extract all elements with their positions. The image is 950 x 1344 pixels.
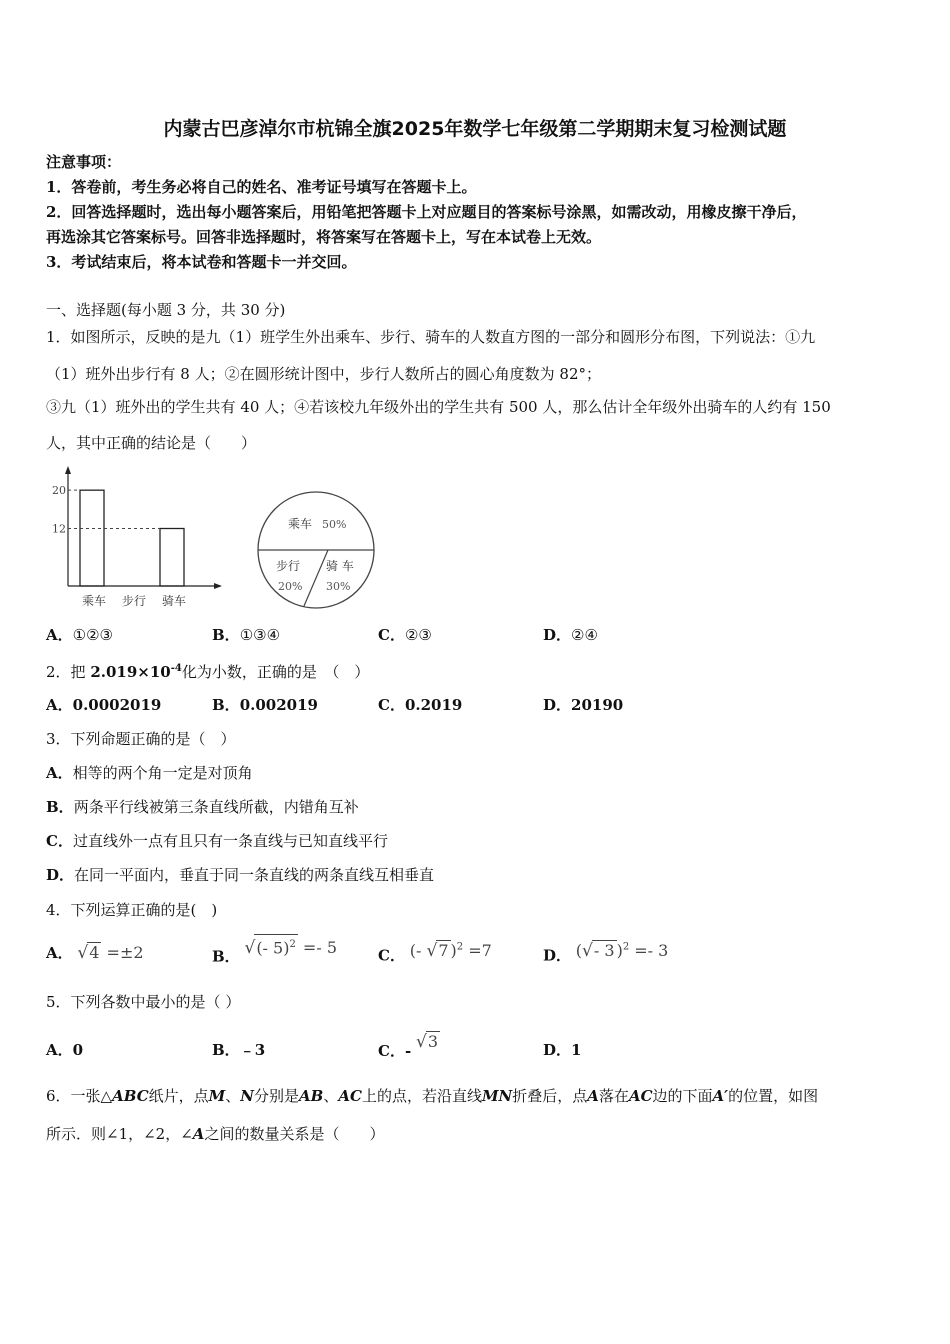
section-heading: 一、选择题(每小题 3 分，共 30 分): [46, 301, 286, 319]
option-text: 0: [72, 1041, 84, 1059]
pie-slice-label-bike: 骑 车: [326, 559, 354, 573]
q6-var: ABC: [112, 1087, 149, 1105]
notice-item: 3．考试结束后，将本试卷和答题卡一并交回。: [46, 253, 357, 271]
notice-item: 1．答卷前，考生务必将自己的姓名、准考证号填写在答题卡上。: [46, 178, 477, 196]
q6-text: 折叠后，点: [512, 1087, 588, 1105]
option-label: A．: [46, 764, 73, 782]
notice-item: 再选涂其它答案标号。回答非选择题时，将答案写在答题卡上，写在本试卷上无效。: [46, 228, 602, 246]
q6-var: A′: [712, 1087, 729, 1105]
q5-option-c[interactable]: [378, 1032, 440, 1061]
q6-line: [46, 1086, 818, 1106]
option-text: 0.2019: [404, 696, 463, 714]
q4-c-open: (-: [409, 941, 427, 961]
pie-slice-label-ride: 乘车: [288, 517, 313, 531]
q5-option-b[interactable]: [212, 1040, 265, 1060]
y-tick-label: 12: [52, 522, 66, 536]
q4-b-base: (- 5): [256, 938, 290, 958]
option-text: ﹣3: [239, 1041, 266, 1059]
radical-sign: √: [582, 941, 593, 962]
option-text: 在同一平面内，垂直于同一条直线的两条直线互相垂直: [74, 866, 435, 884]
q2-option-b[interactable]: [212, 695, 318, 715]
pie-divider-diagonal: [304, 550, 328, 606]
option-label: A．: [46, 944, 73, 962]
q1-line: 1．如图所示，反映的是九（1）班学生外出乘车、步行、骑车的人数直方图的一部分和圆形分布图，下列说法：①九: [46, 328, 816, 346]
q4-d-radicand: - 3: [593, 941, 615, 961]
q4-c-radicand: 7: [438, 941, 449, 961]
q6-text: 分别是: [254, 1087, 300, 1105]
q1-option-d[interactable]: [543, 625, 598, 645]
q6-text: 落在: [598, 1087, 629, 1105]
radical-sign: √: [415, 1032, 427, 1052]
q6-var: MN: [481, 1087, 513, 1105]
q6-text: 纸片，点: [148, 1087, 209, 1105]
option-label: C．: [378, 946, 405, 965]
q3-option-b[interactable]: [46, 797, 359, 817]
q6-var: AC: [338, 1087, 362, 1105]
option-label: B．: [212, 947, 240, 966]
q6-text: 之间的数量关系是（ ）: [204, 1125, 385, 1143]
q6-text: 、: [323, 1087, 339, 1105]
option-label: D．: [543, 946, 572, 965]
pie-chart-figure: [252, 488, 380, 612]
q4-option-c[interactable]: [378, 942, 492, 965]
q4-a-expr: [77, 943, 143, 962]
option-label: C．: [378, 696, 405, 714]
option-label: C．: [378, 1042, 405, 1060]
category-label: 乘车: [81, 594, 107, 608]
option-label: B．: [212, 696, 240, 714]
q4-b-power: 2: [289, 939, 296, 950]
option-label: B．: [212, 1041, 240, 1059]
q2-suffix: 化为小数，正确的是 （ ）: [181, 663, 370, 681]
q5-c-radicand: 3: [427, 1032, 438, 1051]
q2-number: 2.019×10: [90, 663, 171, 681]
option-label: A．: [46, 696, 73, 714]
option-text: ②③: [404, 626, 432, 644]
option-text: ①③④: [239, 626, 281, 644]
q5-stem: 5．下列各数中最小的是（ ）: [46, 993, 241, 1011]
option-text: -: [404, 1042, 412, 1060]
q2-exponent: -4: [170, 663, 182, 674]
notice-item: 2．回答选择题时，选出每小题答案后，用铅笔把答题卡上对应题目的答案标号涂黑，如需改动，用橡皮擦干净后，: [46, 203, 807, 221]
option-text: 1: [571, 1041, 582, 1059]
pie-slice-label-walk: 步行: [276, 559, 301, 573]
q4-c-power: 2: [456, 942, 464, 953]
option-text: 过直线外一点有且只有一条直线与已知直线平行: [72, 832, 388, 850]
q3-option-c[interactable]: [46, 831, 388, 851]
option-label: A．: [46, 1041, 73, 1059]
option-text: 0.002019: [239, 696, 318, 714]
option-text: 20190: [571, 696, 624, 714]
pie-slice-value-bike: 30%: [326, 580, 351, 593]
q6-text: 所示．则∠1，∠2，∠: [46, 1125, 193, 1143]
page-title: 内蒙古巴彦淖尔市杭锦全旗2025年数学七年级第二学期期末复习检测试题: [163, 118, 787, 140]
option-label: D．: [46, 866, 75, 884]
q1-line: ③九（1）班外出的学生共有 40 人；④若该校九年级外出的学生共有 500 人，那么估计全年级外出骑车的人约有 150: [46, 398, 831, 416]
q6-var: M: [208, 1087, 226, 1105]
q6-text: 、: [225, 1087, 241, 1105]
q4-c-expr: [410, 941, 492, 960]
bar-2: [160, 529, 184, 587]
q4-a-result: =±2: [101, 943, 144, 962]
q1-option-a[interactable]: [46, 625, 113, 645]
q1-line: （1）班外出步行有 8 人；②在圆形统计图中，步行人数所占的圆心角度数为 82°；: [46, 365, 601, 383]
q6-text: 边的下面: [652, 1087, 713, 1105]
radical-sign: √: [426, 941, 438, 962]
q3-option-a[interactable]: [46, 763, 253, 783]
q5-option-d[interactable]: [543, 1040, 581, 1060]
option-label: D．: [543, 626, 572, 644]
q4-d-power: 2: [622, 942, 630, 953]
q6-line: [46, 1124, 384, 1144]
q2-option-d[interactable]: [543, 695, 623, 715]
q5-c-root: [416, 1032, 440, 1051]
q4-c-close: ): [450, 941, 457, 961]
option-label: B．: [212, 626, 240, 644]
q4-option-d[interactable]: [543, 942, 668, 965]
q2-stem: [46, 659, 369, 682]
q6-var: AC: [628, 1087, 653, 1105]
q4-b-radicand: [254, 934, 298, 958]
q6-text: 的位置，如图: [728, 1087, 819, 1105]
q3-option-d[interactable]: [46, 865, 434, 885]
q4-a-radicand: 4: [89, 943, 100, 962]
bar-0: [80, 490, 104, 586]
option-label: A．: [46, 626, 73, 644]
q3-stem: 3．下列命题正确的是（ ）: [46, 730, 236, 748]
q2-option-c[interactable]: [378, 695, 462, 715]
category-label: 骑车: [161, 594, 187, 608]
q6-var: A: [587, 1087, 599, 1105]
category-label: 步行: [121, 594, 147, 608]
option-label: B．: [46, 798, 74, 816]
q4-d-result: =- 3: [629, 941, 669, 961]
q6-text: 6．一张△: [46, 1087, 113, 1105]
option-text: 相等的两个角一定是对顶角: [72, 764, 253, 782]
y-tick-label: 20: [52, 484, 66, 498]
y-axis-arrow: [65, 466, 71, 474]
radical-sign: √: [77, 943, 89, 963]
q4-stem: 4．下列运算正确的是( ): [46, 901, 218, 919]
bar-chart-figure: [48, 463, 228, 613]
option-label: C．: [378, 626, 405, 644]
option-text: 0.0002019: [72, 696, 162, 714]
pie-slice-value-walk: 20%: [278, 580, 303, 593]
q4-option-a[interactable]: [46, 942, 144, 963]
q6-var: A: [192, 1125, 205, 1143]
q6-var: N: [240, 1087, 254, 1105]
q5-option-a[interactable]: [46, 1040, 83, 1060]
q1-option-b[interactable]: [212, 625, 280, 645]
q4-c-result: =7: [463, 941, 492, 961]
option-label: D．: [543, 1041, 572, 1059]
q6-var: AB: [299, 1087, 324, 1105]
q4-d-expr: [576, 941, 669, 960]
q4-d-close: ): [616, 941, 623, 961]
q2-option-a[interactable]: [46, 695, 161, 715]
option-text: ②④: [571, 626, 598, 644]
x-axis-arrow: [214, 583, 222, 589]
radical-sign: √: [244, 938, 256, 959]
notice-heading: 注意事项：: [46, 153, 122, 171]
q4-d-open: (: [575, 941, 583, 961]
q1-option-c[interactable]: [378, 625, 432, 645]
q2-prefix: 2．把: [46, 663, 91, 681]
q1-line: 人，其中正确的结论是（ ）: [46, 434, 257, 452]
q4-b-result: =- 5: [297, 938, 338, 958]
option-label: D．: [543, 696, 572, 714]
option-text: 两条平行线被第三条直线所截，内错角互补: [73, 798, 359, 816]
q4-option-b[interactable]: [212, 938, 338, 966]
pie-slice-value-ride: 50%: [322, 518, 347, 531]
option-label: C．: [46, 832, 73, 850]
option-text: ①②③: [72, 626, 113, 644]
q6-text: 上的点，若沿直线: [361, 1087, 482, 1105]
q4-b-expr: [244, 938, 337, 957]
